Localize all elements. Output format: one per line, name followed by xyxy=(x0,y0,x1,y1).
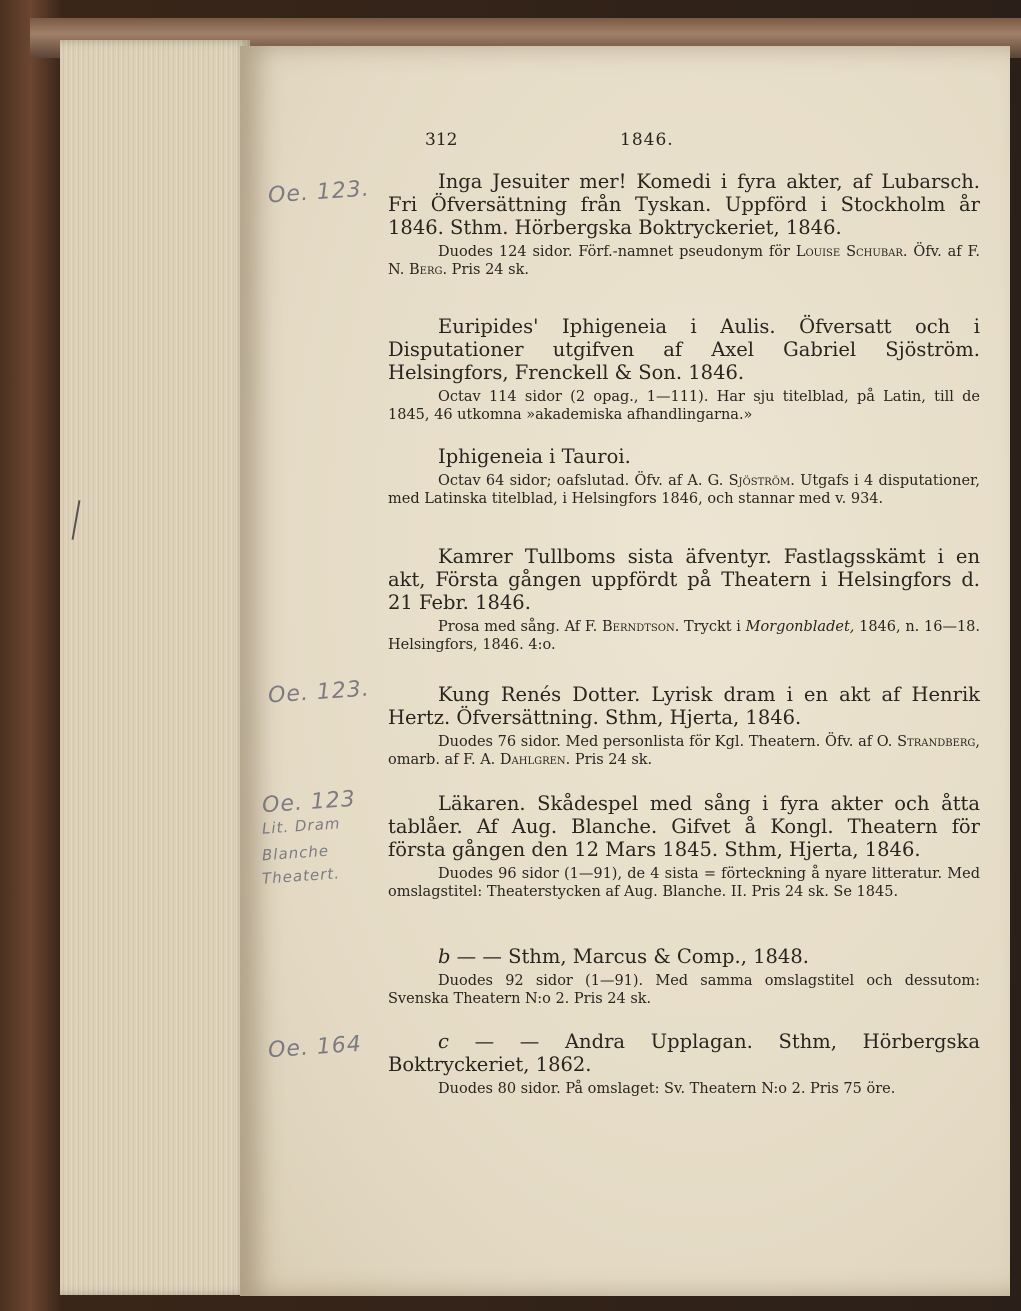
entry-inga-jesuiter xyxy=(388,170,980,279)
page-stack xyxy=(60,40,250,1295)
entry-note: Octav 64 sidor; oafslutad. Öfv. af A. G. Sjöström. Utgafs i 4 disputationer, med Latinska titelblad, i Helsingfors 1846, och stannar med v. 934. xyxy=(388,473,980,507)
entry-lakaren-c xyxy=(388,1030,980,1098)
entry-title: c — — Andra Upplagan. Sthm, Hörbergska Boktryckeriet, 1862. xyxy=(388,1030,980,1076)
entry-note: Duodes 92 sidor (1—91). Med samma omslagstitel och dessutom: Svenska Theatern N:o 2. Pris 24 sk. xyxy=(388,973,980,1007)
entry-title: Kamrer Tullboms sista äfventyr. Fastlagsskämt i en akt, Första gången uppfördt på Theatern i Helsingfors d. 21 Febr. 1846. xyxy=(388,545,980,614)
entry-title: Inga Jesuiter mer! Komedi i fyra akter, af Lubarsch. Fri Öfversättning från Tyskan. Uppförd i Stockholm år 1846. Sthm. Hörbergska Boktryckeriet, 1846. xyxy=(388,170,980,239)
entry-title: Euripides' Iphigeneia i Aulis. Öfversatt och i Disputationer utgifven af Axel Gabriel Sjöström. Helsingfors, Frenckell & Son. 1846. xyxy=(388,315,980,384)
entry-lakaren xyxy=(388,792,980,901)
page-year: 1846. xyxy=(620,130,674,150)
entry-title: Iphigeneia i Tauroi. xyxy=(438,445,631,468)
entry-iphigeneia-tauroi xyxy=(388,445,980,508)
entry-title: Kung Renés Dotter. Lyrisk dram i en akt af Henrik Hertz. Öfversättning. Sthm, Hjerta, 1846. xyxy=(388,683,980,729)
entry-lakaren-b xyxy=(388,945,980,1008)
entry-iphigeneia-aulis xyxy=(388,315,980,424)
marginal-note-1: Oe. 123. xyxy=(267,176,371,209)
marginal-note-2: Oe. 123. xyxy=(267,676,371,709)
entry-title: b — — Sthm, Marcus & Comp., 1848. xyxy=(438,945,809,968)
marginal-note-4: Oe. 164 xyxy=(267,1031,363,1064)
marginal-note-3: Oe. 123 xyxy=(261,786,357,819)
entry-note: Octav 114 sidor (2 opag., 1—111). Har sju titelblad, på Latin, till de 1845, 46 utkomna »akademiska afhandlingarna.» xyxy=(388,389,980,423)
entry-note: Prosa med sång. Af F. Berndtson. Tryckt i Morgonbladet, 1846, n. 16—18. Helsingfors, 1846. 4:o. xyxy=(388,619,980,653)
running-head xyxy=(425,130,825,154)
entry-kamrer-tullboms xyxy=(388,545,980,654)
entry-title: Läkaren. Skådespel med sång i fyra akter och åtta tablåer. Af Aug. Blanche. Gifvet å Kongl. Theatern för första gången den 12 Mars 1845. Sthm, Hjerta, 1846. xyxy=(388,792,980,861)
entry-note: Duodes 124 sidor. Förf.-namnet pseudonym för Louise Schubar. Öfv. af F. N. Berg. Pris 24 sk. xyxy=(388,244,980,278)
marginal-note-3d: Theatert. xyxy=(261,864,341,888)
entry-note: Duodes 76 sidor. Med personlista för Kgl. Theatern. Öfv. af O. Strandberg, omarb. af F. A. Dahlgren. Pris 24 sk. xyxy=(388,734,980,768)
entry-note: Duodes 80 sidor. På omslaget: Sv. Theatern N:o 2. Pris 75 öre. xyxy=(438,1081,896,1097)
entry-kung-renes-dotter xyxy=(388,683,980,769)
marginal-note-3c: Blanche xyxy=(261,841,330,865)
marginal-note-3b: Lit. Dram xyxy=(261,814,341,838)
page-number: 312 xyxy=(425,130,458,150)
entry-note: Duodes 96 sidor (1—91), de 4 sista = förteckning å nyare litteratur. Med omslagstitel: Theaterstycken af Aug. Blanche. II. Pris 24 sk. Se 1845. xyxy=(388,866,980,900)
